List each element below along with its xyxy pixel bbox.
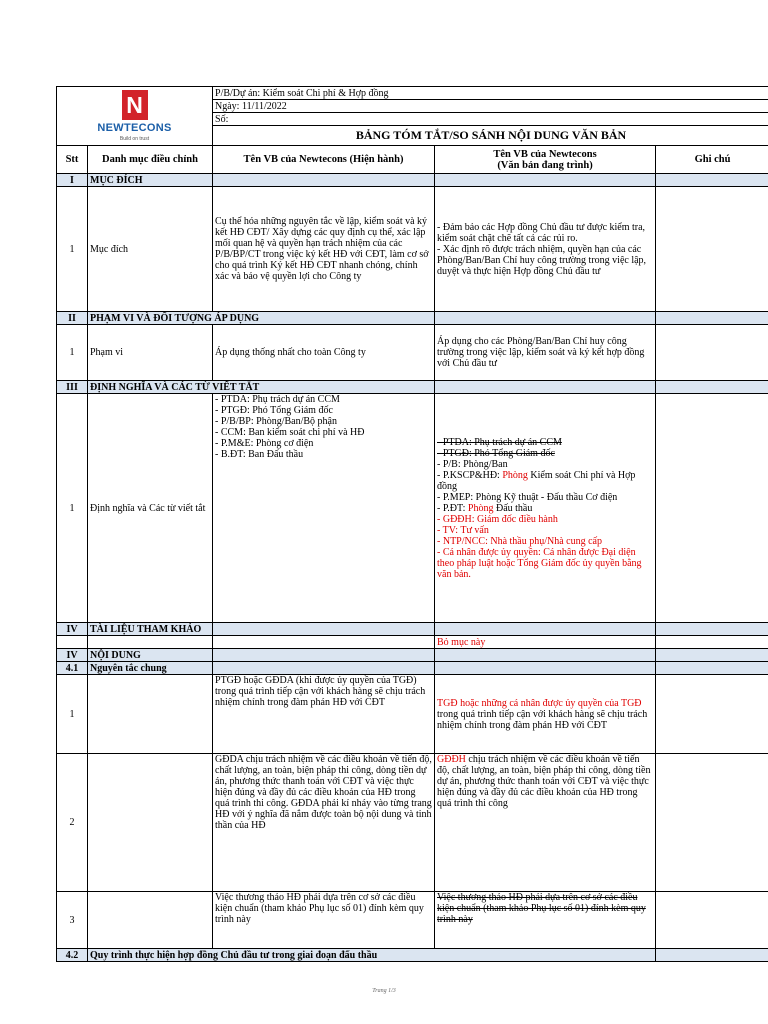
table-row [57,394,768,623]
section-number: IV [57,649,88,662]
section-number: I [57,174,88,187]
table-row [57,892,768,949]
document-title: BẢNG TÓM TẮT/SO SÁNH NỘI DUNG VĂN BẢN [213,126,768,146]
row-item [88,675,213,754]
row-stt: 1 [57,394,88,623]
row-current: Cụ thể hóa những nguyên tắc về lập, kiểm soát và ký kết HĐ CĐT/ Xây dựng các quy định cụ thể, xác lập mối quan hệ và quyền hạn trách nhiệm của các P/B/BP/CT trong việc ký kết HĐ với CĐT, làm cơ sở cho quá trình Ký kết HĐ CĐT nhanh chóng, chính xác và bảo vệ quyền lợi cho Công ty [213,187,435,312]
section-row [57,312,768,325]
section-row [57,949,768,962]
section-row [57,623,768,636]
section-number: IV [57,623,88,636]
section-number: 4.2 [57,949,88,962]
table-row [57,187,768,312]
row-stt: 2 [57,754,88,892]
row-note [656,754,768,892]
row-stt: 1 [57,675,88,754]
section-row [57,381,768,394]
row-current: Áp dụng thống nhất cho toàn Công ty [213,325,435,381]
row-note [656,325,768,381]
logo-tagline: Build on trust [119,135,150,142]
project-field: P/B/Dự án: Kiểm soát Chi phí & Hợp đồng [213,87,768,100]
row-proposed: Bỏ mục này [435,636,656,649]
row-stt: 1 [57,325,88,381]
header-proposed: Tên VB của Newtecons (Văn bản đang trình) [435,146,656,174]
logo-name: NEWTECONS [97,121,172,134]
table-row [57,675,768,754]
row-item [88,754,213,892]
section-title: PHẠM VI VÀ ĐỐI TƯỢNG ÁP DỤNG [88,312,435,325]
row-item: Phạm vi [88,325,213,381]
section-row [57,649,768,662]
logo [57,87,213,146]
table-row [57,754,768,892]
row-item: Mục đích [88,187,213,312]
row-proposed: - Đảm bảo các Hợp đồng Chủ đầu tư được kiểm tra, kiểm soát chặt chẽ tất cả các rủi ro. - Xác định rõ được trách nhiệm, quyền hạn của các Phòng/Ban/Ban Chỉ huy công trường trong việc lập, duyệt và thực hiện Hợp đồng Chủ đầu tư [435,187,656,312]
row-proposed: GĐĐH chịu trách nhiệm về các điều khoản về tiến độ, chất lượng, an toàn, biện pháp thi công, dòng tiền dự án, phương thức thanh toán với CĐT và việc thực hiện đúng và đầy đủ các điều khoản của HĐ trong quá trình thi công [435,754,656,892]
number-field: Số: [213,113,768,126]
row-proposed: Việc thương thảo HĐ phải dựa trên cơ sở các điều kiện chuẩn (tham khảo Phụ lục số 01) đính kèm quy trình này [435,892,656,949]
row-current: Việc thương thảo HĐ phải dựa trên cơ sở các điều kiện chuẩn (tham khảo Phụ lục số 01) đính kèm quy trình này [213,892,435,949]
row-proposed: TGĐ hoặc những cá nhân được ủy quyền của TGĐ trong quá trình tiếp cận với khách hàng sẽ chịu trách nhiệm chính trong đàm phán HĐ với CĐT [435,675,656,754]
section-number: II [57,312,88,325]
row-note [656,394,768,623]
section-number: III [57,381,88,394]
page-footer: Trang 1/3 [372,988,396,994]
section-title: TÀI LIỆU THAM KHẢO [88,623,213,636]
section-title: MỤC ĐÍCH [88,174,213,187]
row-current: PTGĐ hoặc GĐDA (khi được ủy quyền của TGĐ) trong quá trình tiếp cận với khách hàng sẽ chịu trách nhiệm chính trong đàm phán HĐ với CĐT [213,675,435,754]
row-stt: 1 [57,187,88,312]
row-item [88,892,213,949]
row-note [656,187,768,312]
newtecons-logo-icon: N [122,90,148,120]
table-row [57,636,768,649]
section-title: Quy trình thực hiện hợp đồng Chủ đầu tư trong giai đoạn đấu thầu [88,949,656,962]
header-current: Tên VB của Newtecons (Hiện hành) [213,146,435,174]
comparison-sheet [56,86,768,962]
row-proposed: Áp dụng cho các Phòng/Ban/Ban Chỉ huy công trường trong việc lập, kiểm soát và ký kết hợp đồng với Chủ đầu tư [435,325,656,381]
row-note [656,675,768,754]
section-row [57,662,768,675]
section-title: Nguyên tắc chung [88,662,213,675]
row-item: Định nghĩa và Các từ viết tắt [88,394,213,623]
table-row [57,325,768,381]
row-note [656,892,768,949]
section-number: 4.1 [57,662,88,675]
row-stt: 3 [57,892,88,949]
section-title: ĐỊNH NGHĨA VÀ CÁC TỪ VIẾT TẮT [88,381,435,394]
section-row [57,174,768,187]
header-item: Danh mục điều chỉnh [88,146,213,174]
row-current: GĐDA chịu trách nhiệm về các điều khoản về tiến độ, chất lượng, an toàn, biện pháp thi công, dòng tiền dự án, phương thức thanh toán với CĐT và việc thực hiện đúng và đầy đủ các điều khoản của HĐ trong quá trình thi công. GĐDA phải kí nháy vào từng trang HĐ với ý nghĩa đã nắm được toàn bộ nội dung và tinh thần của HĐ [213,754,435,892]
header-stt: Stt [57,146,88,174]
date-field: Ngày: 11/11/2022 [213,100,768,113]
header-note: Ghi chú [656,146,768,174]
row-proposed: - PTDA: Phụ trách dự án CCM - PTGĐ: Phó Tổng Giám đốc - P/B: Phòng/Ban - P.KSCP&HĐ: Phòng Kiểm soát Chi phí và Hợp đồng - P.MEP: Phòng Kỹ thuật - Đấu thầu Cơ điện - P.ĐT: Phòng Đấu thầu - GĐĐH: Giám đốc điều hành - TV: Tư vấn - NTP/NCC: Nhà thầu phụ/Nhà cung cấp - Cá nhân được ủy quyền: Cá nhân được Đại diện theo pháp luật hoặc Tổng Giám đốc ủy quyền bằng văn bản. [435,394,656,623]
section-title: NỘI DUNG [88,649,213,662]
row-current: - PTDA: Phụ trách dự án CCM - PTGĐ: Phó Tổng Giám đốc - P/B/BP: Phòng/Ban/Bộ phận - CCM: Ban kiểm soát chi phí và HĐ - P.M&E: Phòng cơ điện - B.ĐT: Ban Đấu thầu [213,394,435,623]
